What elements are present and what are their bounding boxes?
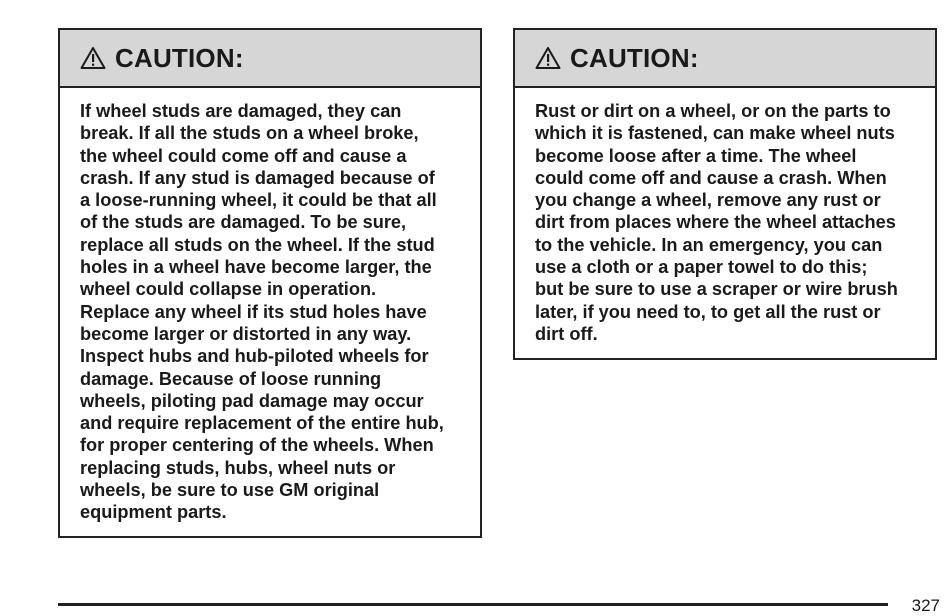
caution-line: Replace any wheel if its stud holes have [80,301,427,322]
caution-line: dirt from places where the wheel attaches [535,212,896,233]
caution-line: you change a wheel, remove any rust or [535,190,881,211]
caution-line: wheel could collapse in operation. [80,279,377,300]
caution-line: use a cloth or a paper towel to do this; [535,257,868,278]
caution-line: but be sure to use a scraper or wire brush [535,279,898,300]
caution-line: holes in a wheel have become larger, the [80,257,432,278]
caution-line: dirt off. [535,323,598,344]
caution-line: Inspect hubs and hub-piloted wheels for [80,346,429,367]
caution-line: wheels, piloting pad damage may occur [80,390,424,411]
caution-line: wheels, be sure to use GM original [80,480,380,501]
caution-line: replace all studs on the wheel. If the stud [80,234,435,255]
caution-line: equipment parts. [80,502,227,523]
caution-title: CAUTION: [115,42,244,73]
caution-line: replacing studs, hubs, wheel nuts or [80,457,396,478]
caution-line: If wheel studs are damaged, they can [80,101,402,121]
caution-line: to the vehicle. In an emergency, you can [535,234,883,255]
caution-line: become larger or distorted in any way. [80,323,412,344]
caution-header [515,30,935,88]
caution-box-wheel-studs [58,28,482,538]
caution-title: CAUTION: [570,42,699,73]
caution-line: for proper centering of the wheels. When [80,435,434,456]
caution-box-rust-dirt [513,28,937,360]
caution-body [60,88,480,524]
caution-line: could come off and cause a crash. When [535,167,887,188]
caution-line: later, if you need to, to get all the rust or [535,301,881,322]
caution-line: Rust or dirt on a wheel, or on the parts to [535,101,891,121]
caution-line: crash. If any stud is damaged because of [80,167,435,188]
page-number: 327 [911,596,940,615]
caution-header [60,30,480,88]
caution-body [515,88,935,345]
footer-rule [58,603,888,606]
caution-line: the wheel could come off and cause a [80,145,407,166]
warning-triangle-icon [535,46,561,70]
caution-line: and require replacement of the entire hub, [80,413,444,434]
caution-line: which it is fastened, can make wheel nuts [535,123,895,144]
warning-triangle-icon [80,46,106,70]
caution-line: a loose-running wheel, it could be that all [80,190,437,211]
caution-line: damage. Because of loose running [80,368,382,389]
caution-line: break. If all the studs on a wheel broke, [80,123,419,144]
caution-line: of the studs are damaged. To be sure, [80,212,407,233]
caution-line: become loose after a time. The wheel [535,145,857,166]
